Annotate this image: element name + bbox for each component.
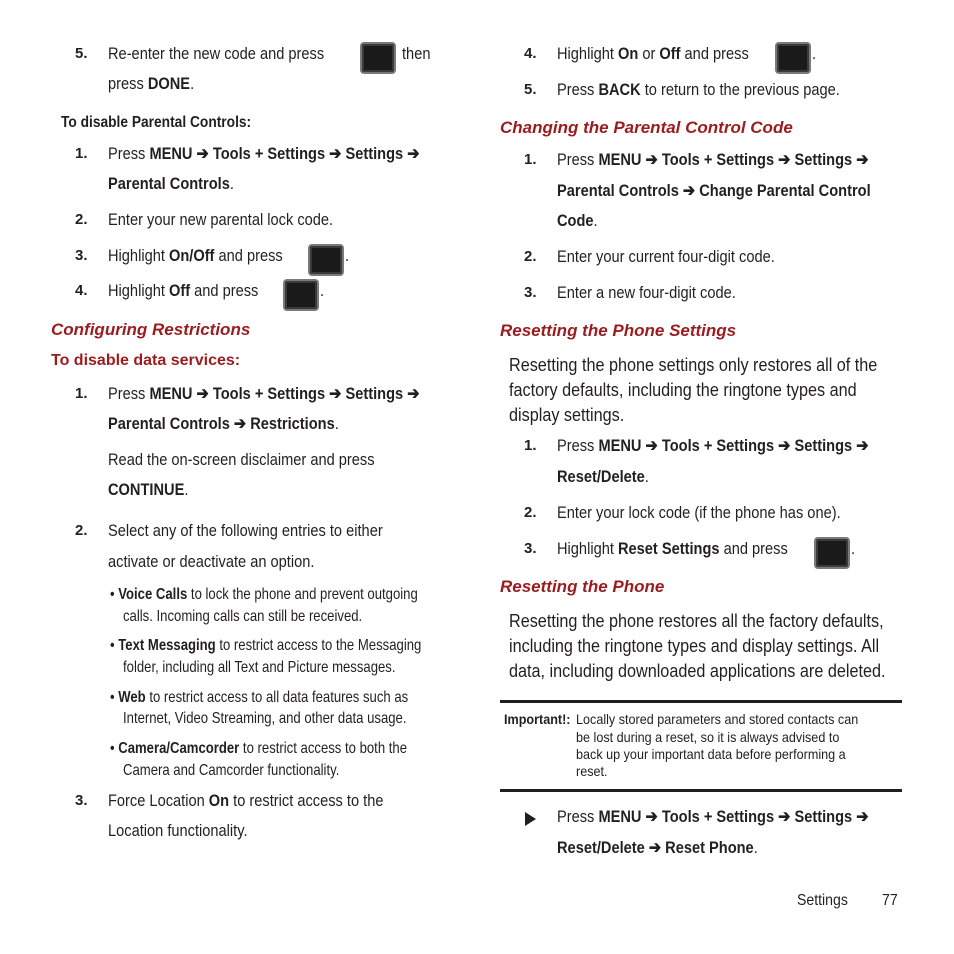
step-text: Reset/Delete. <box>557 467 649 486</box>
step-text: Enter a new four-digit code. <box>557 283 736 302</box>
note-top-rule <box>500 700 902 703</box>
note-text: reset. <box>576 763 608 779</box>
step-number: 2. <box>75 211 88 228</box>
section-heading: Resetting the Phone <box>500 577 665 596</box>
note-bottom-rule <box>500 789 902 792</box>
step-text: Reset/Delete ➔ Reset Phone. <box>557 838 758 857</box>
step-text: Code. <box>557 211 598 230</box>
note-text: back up your important data before performing a <box>576 746 846 762</box>
step-number: 5. <box>524 81 537 98</box>
step-text: Highlight On/Off and press <box>108 246 283 265</box>
step-text: Location functionality. <box>108 821 248 840</box>
ok-key-icon <box>360 42 396 74</box>
note-text: be lost during a reset, so it is always advised to <box>576 729 840 745</box>
step-text: Parental Controls. <box>108 174 234 193</box>
paragraph-line: display settings. <box>509 405 625 425</box>
step-text: Highlight Reset Settings and press <box>557 539 788 558</box>
step-number: 3. <box>75 247 88 264</box>
step-text: Enter your current four-digit code. <box>557 247 775 266</box>
step-text: Press MENU ➔ Tools + Settings ➔ Settings ➔ <box>557 807 869 826</box>
step-text: Press MENU ➔ Tools + Settings ➔ Settings ➔ <box>108 144 420 163</box>
paragraph-line: Resetting the phone restores all the factory defaults, <box>509 611 884 631</box>
section-heading: Configuring Restrictions <box>51 320 251 339</box>
step-text: Re-enter the new code and press <box>108 44 325 63</box>
step-text: Press BACK to return to the previous page. <box>557 80 840 99</box>
paragraph-line: data, including downloaded applications are deleted. <box>509 661 886 681</box>
note-text: Locally stored parameters and stored contacts can <box>576 711 859 727</box>
step-text: then <box>402 44 431 63</box>
step-text: press DONE. <box>108 74 195 93</box>
list-item: folder, including all Text and Picture messages. <box>123 659 396 676</box>
step-text: Highlight On or Off and press <box>557 44 749 63</box>
step-number: 1. <box>75 145 88 162</box>
note-label: Important!: <box>504 711 571 727</box>
step-number: 3. <box>75 792 88 809</box>
list-item: Camera and Camcorder functionality. <box>123 762 340 779</box>
step-text: Parental Controls ➔ Restrictions. <box>108 414 339 433</box>
list-item: • Voice Calls to lock the phone and prevent outgoing <box>110 586 418 603</box>
step-number: 3. <box>524 284 537 301</box>
step-text: Highlight Off and press <box>108 281 259 300</box>
step-number: 2. <box>75 522 88 539</box>
page-number: 77 <box>882 892 898 909</box>
step-text: Parental Controls ➔ Change Parental Control <box>557 181 871 200</box>
list-item: calls. Incoming calls can still be received. <box>123 608 363 625</box>
subheading: To disable data services: <box>51 352 241 369</box>
paragraph-line: factory defaults, including the ringtone types and <box>509 380 857 400</box>
list-item: • Web to restrict access to all data features such as <box>110 689 409 706</box>
step-text: Press MENU ➔ Tools + Settings ➔ Settings ➔ <box>557 436 869 455</box>
paragraph-line: Resetting the phone settings only restores all of the <box>509 355 878 375</box>
list-item: Internet, Video Streaming, and other data usage. <box>123 710 407 727</box>
ok-key-icon <box>283 279 319 311</box>
subheading: To disable Parental Controls: <box>61 114 252 131</box>
paragraph-line: including the ringtone types and display settings. All <box>509 636 880 656</box>
ok-key-icon <box>775 42 811 74</box>
step-text: Force Location On to restrict access to the <box>108 791 384 810</box>
section-heading: Changing the Parental Control Code <box>500 118 793 137</box>
list-item: • Text Messaging to restrict access to the Messaging <box>110 637 422 654</box>
step-text: Enter your lock code (if the phone has one). <box>557 503 841 522</box>
step-number: 3. <box>524 540 537 557</box>
step-number: 4. <box>75 282 88 299</box>
step-number: 4. <box>524 45 537 62</box>
step-text: Press MENU ➔ Tools + Settings ➔ Settings ➔ <box>108 384 420 403</box>
footer-section: Settings <box>797 892 848 909</box>
step-number: 2. <box>524 248 537 265</box>
step-text: Select any of the following entries to either <box>108 521 383 540</box>
step-text: activate or deactivate an option. <box>108 552 315 571</box>
step-number: 1. <box>524 151 537 168</box>
ok-key-icon <box>814 537 850 569</box>
step-text: CONTINUE. <box>108 480 189 499</box>
step-text: Enter your new parental lock code. <box>108 210 334 229</box>
step-text: Read the on-screen disclaimer and press <box>108 450 375 469</box>
list-item: • Camera/Camcorder to restrict access to both the <box>110 740 408 757</box>
triangle-bullet-icon <box>525 812 536 826</box>
step-number: 1. <box>75 385 88 402</box>
step-text: Press MENU ➔ Tools + Settings ➔ Settings ➔ <box>557 150 869 169</box>
step-number: 1. <box>524 437 537 454</box>
step-number: 5. <box>75 45 88 62</box>
step-number: 2. <box>524 504 537 521</box>
section-heading: Resetting the Phone Settings <box>500 321 737 340</box>
ok-key-icon <box>308 244 344 276</box>
